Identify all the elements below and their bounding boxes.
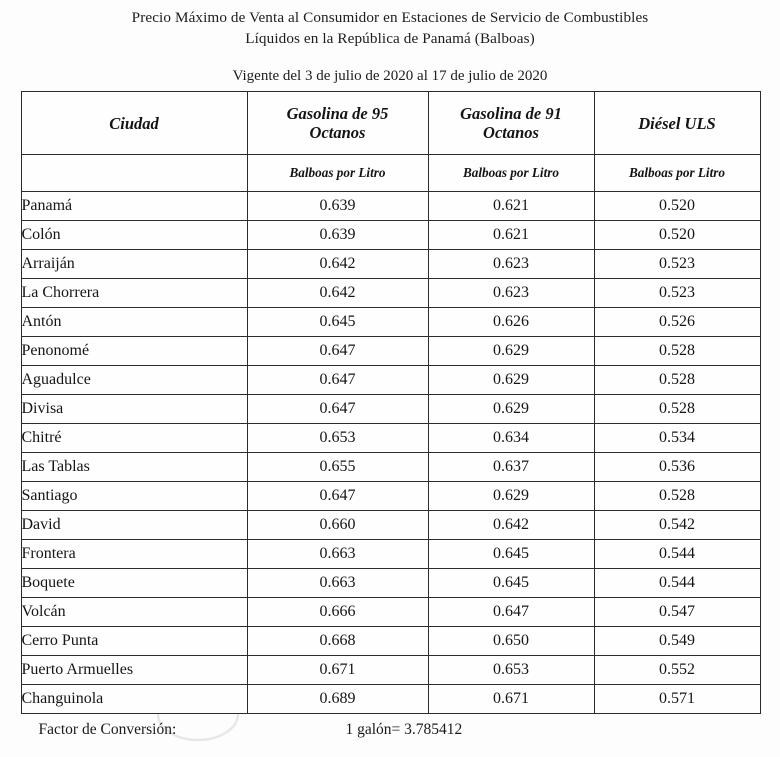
cell-gasolina-91: 0.647	[428, 598, 594, 627]
cell-diesel-uls: 0.547	[594, 598, 760, 627]
table-header	[21, 92, 760, 192]
unit-header-ciudad	[21, 155, 247, 192]
cell-gasolina-95: 0.647	[247, 482, 428, 511]
cell-city: Puerto Armuelles	[21, 656, 247, 685]
gasolina-95-line-1: Gasolina de 95	[286, 104, 389, 123]
table-row	[21, 192, 760, 221]
cell-gasolina-91: 0.623	[428, 279, 594, 308]
gasolina-91-line-1: Gasolina de 91	[460, 104, 562, 123]
cell-diesel-uls: 0.523	[594, 250, 760, 279]
cell-gasolina-95: 0.642	[247, 279, 428, 308]
cell-city: Changuinola	[21, 685, 247, 714]
table-body	[21, 192, 760, 714]
cell-gasolina-91: 0.621	[428, 221, 594, 250]
unit-header-gasolina-91: Balboas por Litro	[428, 155, 594, 192]
gasolina-95-line-2: Octanos	[309, 123, 366, 142]
table-row	[21, 424, 760, 453]
cell-gasolina-95: 0.639	[247, 221, 428, 250]
cell-gasolina-91: 0.645	[428, 569, 594, 598]
cell-gasolina-95: 0.647	[247, 337, 428, 366]
cell-city: Boquete	[21, 569, 247, 598]
cell-gasolina-91: 0.623	[428, 250, 594, 279]
cell-city: Antón	[21, 308, 247, 337]
column-header-ciudad: Ciudad	[21, 92, 247, 155]
cell-gasolina-91: 0.653	[428, 656, 594, 685]
cell-diesel-uls: 0.552	[594, 656, 760, 685]
cell-city: La Chorrera	[21, 279, 247, 308]
fuel-price-table	[21, 91, 761, 714]
cell-city: Volcán	[21, 598, 247, 627]
cell-city: Aguadulce	[21, 366, 247, 395]
cell-diesel-uls: 0.528	[594, 337, 760, 366]
unit-header-gasolina-95: Balboas por Litro	[247, 155, 428, 192]
title-line-1: Precio Máximo de Venta al Consumidor en Estaciones de Servicio de Combustibles	[131, 9, 649, 26]
table-row	[21, 250, 760, 279]
cell-diesel-uls: 0.536	[594, 453, 760, 482]
table-row	[21, 540, 760, 569]
cell-gasolina-91: 0.626	[428, 308, 594, 337]
table-row	[21, 279, 760, 308]
cell-gasolina-91: 0.645	[428, 540, 594, 569]
table-row	[21, 337, 760, 366]
conversion-factor-value: 1 galón= 3.785412	[345, 721, 463, 738]
cell-gasolina-91: 0.629	[428, 395, 594, 424]
cell-gasolina-95: 0.663	[247, 569, 428, 598]
cell-diesel-uls: 0.528	[594, 482, 760, 511]
cell-city: Arraiján	[21, 250, 247, 279]
cell-gasolina-95: 0.663	[247, 540, 428, 569]
table-header-row-units	[21, 155, 760, 192]
cell-diesel-uls: 0.542	[594, 511, 760, 540]
table-row	[21, 656, 760, 685]
cell-gasolina-95: 0.666	[247, 598, 428, 627]
cell-diesel-uls: 0.544	[594, 540, 760, 569]
cell-gasolina-95: 0.655	[247, 453, 428, 482]
cell-diesel-uls: 0.526	[594, 308, 760, 337]
column-header-diesel-uls: Diésel ULS	[594, 92, 760, 155]
cell-city: Las Tablas	[21, 453, 247, 482]
cell-gasolina-95: 0.653	[247, 424, 428, 453]
validity-period: Vigente del 3 de julio de 2020 al 17 de julio de 2020	[232, 68, 548, 84]
cell-city: Chitré	[21, 424, 247, 453]
cell-diesel-uls: 0.549	[594, 627, 760, 656]
cell-city: Frontera	[21, 540, 247, 569]
cell-diesel-uls: 0.534	[594, 424, 760, 453]
price-table-container	[21, 91, 760, 714]
table-row	[21, 627, 760, 656]
conversion-factor-label: Factor de Conversión:	[38, 721, 177, 738]
gasolina-91-line-2: Octanos	[483, 123, 539, 142]
cell-gasolina-91: 0.634	[428, 424, 594, 453]
column-header-gasolina-95	[247, 92, 428, 155]
cell-city: Panamá	[21, 192, 247, 221]
cell-gasolina-91: 0.650	[428, 627, 594, 656]
page-title	[0, 0, 780, 49]
cell-city: Santiago	[21, 482, 247, 511]
cell-gasolina-95: 0.645	[247, 308, 428, 337]
cell-gasolina-91: 0.671	[428, 685, 594, 714]
cell-gasolina-91: 0.629	[428, 366, 594, 395]
cell-gasolina-95: 0.647	[247, 366, 428, 395]
table-row	[21, 221, 760, 250]
table-row	[21, 453, 760, 482]
cell-city: Colón	[21, 221, 247, 250]
cell-diesel-uls: 0.520	[594, 221, 760, 250]
cell-gasolina-95: 0.647	[247, 395, 428, 424]
cell-gasolina-91: 0.621	[428, 192, 594, 221]
cell-gasolina-95: 0.642	[247, 250, 428, 279]
cell-gasolina-91: 0.629	[428, 337, 594, 366]
table-row	[21, 482, 760, 511]
unit-header-diesel-uls: Balboas por Litro	[594, 155, 760, 192]
cell-gasolina-95: 0.639	[247, 192, 428, 221]
table-row	[21, 685, 760, 714]
cell-diesel-uls: 0.528	[594, 395, 760, 424]
title-line-2: Líquidos en la República de Panamá (Balboas)	[245, 30, 535, 47]
cell-gasolina-95: 0.660	[247, 511, 428, 540]
cell-gasolina-91: 0.642	[428, 511, 594, 540]
cell-gasolina-95: 0.668	[247, 627, 428, 656]
cell-diesel-uls: 0.528	[594, 366, 760, 395]
cell-diesel-uls: 0.520	[594, 192, 760, 221]
cell-city: Penonomé	[21, 337, 247, 366]
column-header-gasolina-91	[428, 92, 594, 155]
table-row	[21, 511, 760, 540]
cell-gasolina-95: 0.671	[247, 656, 428, 685]
table-row	[21, 598, 760, 627]
table-row	[21, 395, 760, 424]
conversion-factor-note	[21, 714, 760, 747]
cell-city: Divisa	[21, 395, 247, 424]
cell-diesel-uls: 0.523	[594, 279, 760, 308]
cell-diesel-uls: 0.571	[594, 685, 760, 714]
table-row	[21, 308, 760, 337]
cell-city: David	[21, 511, 247, 540]
cell-city: Cerro Punta	[21, 627, 247, 656]
table-row	[21, 569, 760, 598]
cell-gasolina-95: 0.689	[247, 685, 428, 714]
table-row	[21, 366, 760, 395]
cell-diesel-uls: 0.544	[594, 569, 760, 598]
cell-gasolina-91: 0.637	[428, 453, 594, 482]
table-header-row-main	[21, 92, 760, 155]
cell-gasolina-91: 0.629	[428, 482, 594, 511]
